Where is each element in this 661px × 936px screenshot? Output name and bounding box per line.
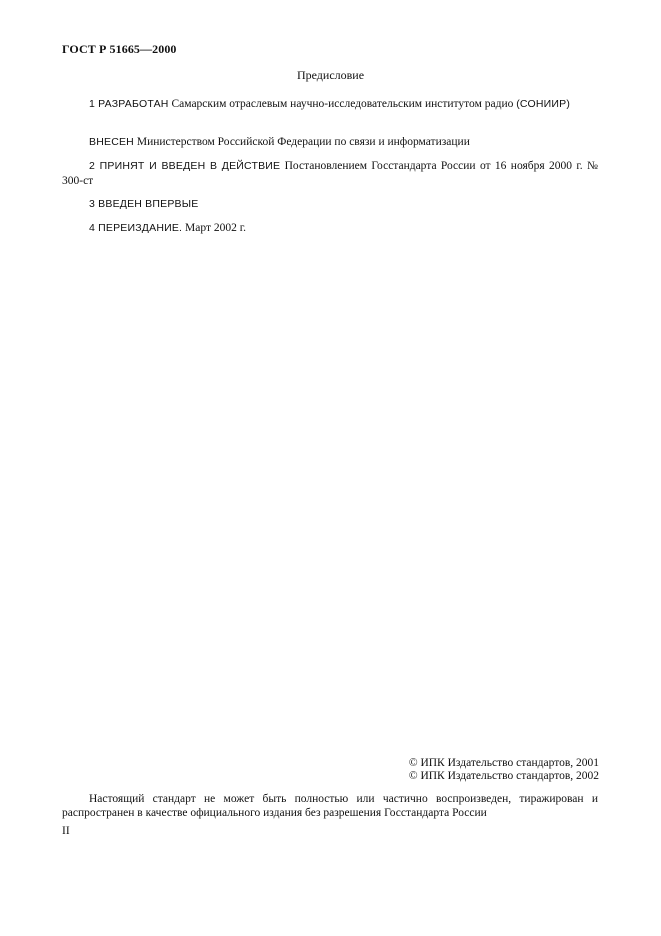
copyright-line: © ИПК Издательство стандартов, 2001 [408,757,599,769]
item-text: Март 2002 г. [182,222,247,234]
preface-title: Предисловие [296,68,365,82]
item-text: Постановлением Госстандарта России от 16 ноября 2000 г. № 300-ст [62,160,599,187]
item-text: Самарским отраслевым научно-исследовательским институтом радио [168,98,517,110]
item-heading: 4 ПЕРЕИЗДАНИЕ. [89,222,183,234]
item-heading: 3 ВВЕДЕН ВПЕРВЫЕ [89,198,199,210]
item-text: Министерством Российской Федерации по связи и информатизации [133,136,470,148]
preface-item-reissue [62,221,598,236]
preface-item-introduced [62,135,598,150]
preface-item-first-introduced [62,197,598,212]
item-heading: 1 РАЗРАБОТАН [89,98,169,110]
copyright-line: © ИПК Издательство стандартов, 2002 [408,770,599,782]
copyright-block [409,757,599,783]
reproduction-notice: Настоящий стандарт не может быть полностью или частично воспроизведен, тиражирован и распространен в качестве официального издания без разрешения Госстандарта России [62,793,598,819]
item-heading: 2 ПРИНЯТ И ВВЕДЕН В ДЕЙСТВИЕ [89,160,281,172]
preface-item-adopted [62,159,598,189]
item-heading: ВНЕСЕН [89,136,134,148]
document-code: ГОСТ Р 51665—2000 [62,42,177,56]
item-abbreviation: (СОНИИР) [516,98,571,110]
page-number: II [62,825,70,837]
preface-item-developed [62,97,598,112]
